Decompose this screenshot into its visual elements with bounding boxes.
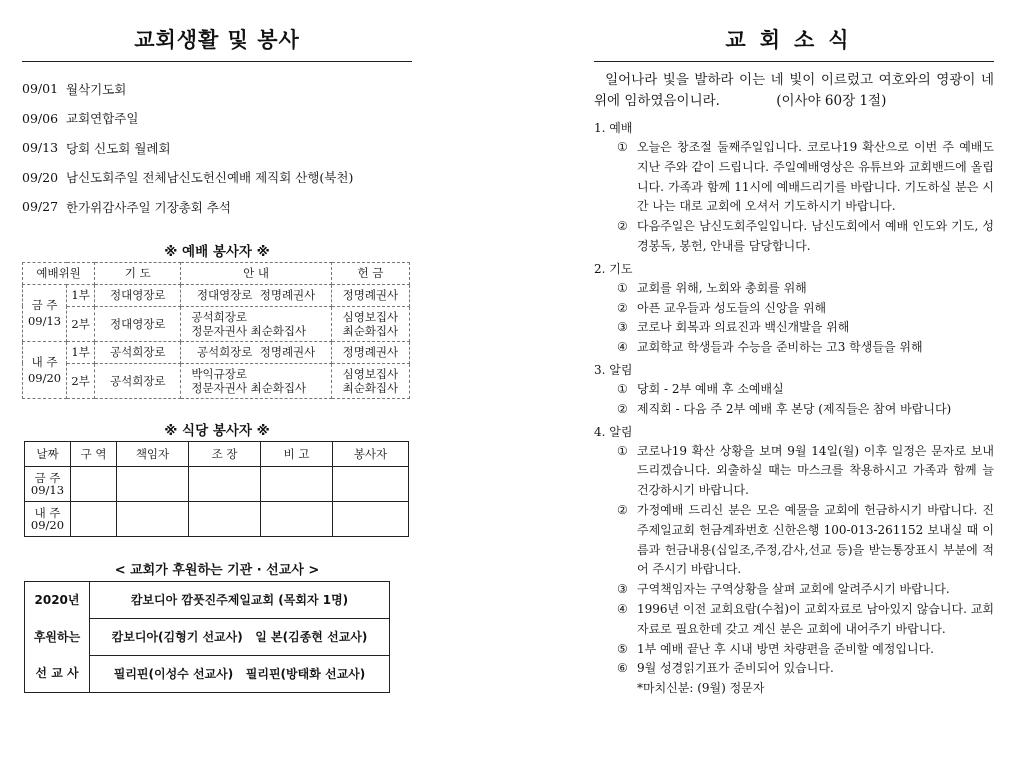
header-offering: 헌 금 [331,262,409,284]
news-item-number [617,679,637,699]
offering-cell: 심영보집사 최순화집사 [331,306,409,341]
schedule-text: 교회연합주일 [66,111,139,127]
table-row [25,655,390,692]
news-item [617,442,994,501]
offering-cell: 정명례권사 [331,284,409,306]
schedule-date: 09/27 [22,199,59,215]
support-table [24,581,390,693]
news-item-text: 당회 - 2부 예배 후 소예배실 [637,381,784,396]
schedule-item [22,133,412,163]
header-leader: 책임자 [117,441,189,466]
news-item-number: ① [617,443,628,458]
next-week-label: 내 주 09/20 [25,501,71,536]
news-item-text: 교회를 위해, 노회와 총회를 위해 [637,280,807,295]
schedule-date: 09/01 [22,81,59,97]
offering-cell: 심영보집사 최순화집사 [331,363,409,398]
news-item-number: ② [617,219,628,234]
news-item-number: ② [617,401,628,416]
support-label: 선 교 사 [25,655,90,692]
news-item-text: 아픈 교우들과 성도들의 신앙을 위해 [637,300,827,315]
news-item [617,501,994,580]
news-item [617,580,994,600]
news-item-number: ③ [617,320,628,335]
news-item [617,659,994,679]
news-item-text: *마치신분: (9월) 정문자 [637,681,765,696]
news-item [617,380,994,400]
news-item [617,299,994,319]
table-row [25,501,409,536]
header-district: 구 역 [71,441,117,466]
schedule-date: 09/13 [22,140,59,156]
prayer-cell: 공석희장로 [95,341,181,363]
table-row [25,466,409,501]
church-life-title: 교회생활 및 봉사 [22,0,412,62]
this-week-label: 금 주 09/13 [25,466,71,501]
header-committee: 예배위원 [23,262,95,284]
news-item-number: ④ [617,601,628,616]
support-title: < 교회가 후원하는 기관 · 선교사 > [114,562,320,578]
table-row [23,363,410,398]
news-item [617,600,994,640]
support-cell: 캄보디아(김형기 선교사) 일 본(김종현 선교사) [90,618,390,655]
table-header-row [25,441,409,466]
news-item [617,640,994,660]
table-row [23,284,410,306]
worship-volunteers-title: ※ 예배 봉사자 ※ [164,243,270,260]
news-list [594,118,994,699]
cafeteria-volunteers-table [24,441,409,537]
prayer-cell: 정대영장로 [95,284,181,306]
schedule-item [22,104,412,134]
table-row [25,581,390,618]
news-item [617,679,994,699]
schedule-item [22,163,412,193]
table-row [23,341,410,363]
news-item-number: ② [617,502,628,517]
news-section-heading: 3. 알림 [594,362,633,377]
schedule-date: 09/20 [22,169,59,185]
verse-reference: (이사야 60장 1절) [776,93,887,109]
news-section-heading: 1. 예배 [594,121,633,135]
news-item-number: ① [617,280,628,295]
news-item-text: 교회학교 학생들과 수능을 준비하는 고3 학생들을 위해 [637,340,923,355]
service-cell: 2부 [67,306,95,341]
news-item [617,318,994,338]
news-item-number: ④ [617,340,628,355]
news-item-text: 제직회 - 다음 주 2부 예배 후 본당 (제직들은 참여 바랍니다) [637,401,952,416]
guide-cell: 정대영장로 정명례권사 [181,284,331,306]
news-section-heading: 2. 기도 [594,261,633,276]
header-group-head: 조 장 [189,441,261,466]
news-item-text: 코로나19 확산 상황을 보며 9월 14일(월) 이후 일정은 문자로 보내 드리겠습니다. 외출하실 때는 마스크를 착용하시고 가족과 함께 늘 건강하시기 바랍니다. [637,443,994,498]
guide-cell: 공석희장로 정문자권사 최순화집사 [181,306,331,341]
left-column [22,0,412,693]
schedule-text: 한가위감사주일 기장총회 추석 [66,199,231,215]
prayer-cell: 정대영장로 [95,306,181,341]
schedule-text: 남신도회주일 전체남신도헌신예배 제직회 산행(북천) [66,170,354,186]
schedule-item [22,74,412,104]
support-label: 후원하는 [25,618,90,655]
scripture-verse [594,70,994,112]
news-item-number: ① [617,381,628,396]
verse-text: 일어나라 빛을 발하라 이는 네 빛이 이르렀고 여호와의 영광이 네 위에 임하였음이니라. [594,72,994,109]
next-week-label: 내 주 09/20 [23,341,67,398]
header-prayer: 기 도 [95,262,181,284]
support-cell: 캄보디아 깜풋진주제일교회 (목회자 1명) [90,581,390,618]
service-cell: 1부 [67,341,95,363]
support-label: 2020년 [25,581,90,618]
cafeteria-volunteers-title: ※ 식당 봉사자 ※ [164,422,270,439]
right-column [594,0,994,699]
support-cell: 필리핀(이성수 선교사) 필리핀(방태화 선교사) [90,655,390,692]
news-item-text: 다음주일은 남신도회주일입니다. 남신도회에서 예배 인도와 기도, 성경봉독, 봉헌, 안내를 담당합니다. [637,219,994,253]
schedule-text: 월삭기도회 [66,81,127,97]
news-item-number: ② [617,300,628,315]
news-item [617,138,994,217]
news-item-text: 9월 성경읽기표가 준비되어 있습니다. [637,661,834,676]
service-cell: 1부 [67,284,95,306]
news-item [617,279,994,299]
schedule-list [22,74,412,222]
worship-volunteers-table [22,262,410,399]
news-item-text: 오늘은 창조절 둘째주일입니다. 코로나19 확산으로 이번 주 예배도 지난 주와 같이 드립니다. 주일예배영상은 유튜브와 교회밴드에 올립니다. 가족과 함께 11시에 예배드리기를 바랍니다. 기도하실 분은 시간 나는 대로 교회에 오셔서 기도하시기 바랍니다. [637,140,994,214]
news-item [617,400,994,420]
news-item-text: 가정예배 드리신 분은 모은 예물을 교회에 헌금하시기 바랍니다. 진주제일교회 헌금계좌번호 신한은행 100-013-261152 보내실 때 이름과 헌금내용(십일조,주정,감사,선교 등)을 받는통장표시 부분에 적어 주시기 바랍니다. [637,502,994,577]
header-guide: 안 내 [181,262,331,284]
schedule-date: 09/06 [22,110,59,126]
schedule-text: 당회 신도회 월례회 [66,140,171,156]
header-note: 비 고 [261,441,333,466]
table-row [25,618,390,655]
news-item [617,338,994,358]
news-item-number: ③ [617,582,628,597]
news-item [617,217,994,257]
news-item-text: 1부 예배 끝난 후 시내 방면 차량편을 준비할 예정입니다. [637,641,934,656]
this-week-label: 금 주 09/13 [23,284,67,341]
news-item-text: 구역책임자는 구역상황을 살펴 교회에 알려주시기 바랍니다. [637,582,950,597]
guide-cell: 박익규장로 정문자권사 최순화집사 [181,363,331,398]
prayer-cell: 공석희장로 [95,363,181,398]
schedule-item [22,192,412,222]
news-item-number: ⑥ [617,661,628,676]
table-row [23,306,410,341]
guide-cell: 공석희장로 정명례권사 [181,341,331,363]
service-cell: 2부 [67,363,95,398]
church-news-title: 교회소식 [594,0,994,62]
news-section-heading: 4. 알림 [594,424,633,439]
header-date: 날짜 [25,441,71,466]
news-item-text: 코로나 회복과 의료진과 백신개발을 위해 [637,320,850,335]
offering-cell: 정명례권사 [331,341,409,363]
news-item-number: ① [617,140,628,154]
news-item-text: 1996년 이전 교회요람(수첩)이 교회자료로 남아있지 않습니다. 교회자료로 필요한데 갖고 계신 분은 교회에 내어주기 바랍니다. [637,601,994,636]
news-item-number: ⑤ [617,641,628,656]
table-header-row [23,262,410,284]
header-volunteer: 봉사자 [333,441,409,466]
